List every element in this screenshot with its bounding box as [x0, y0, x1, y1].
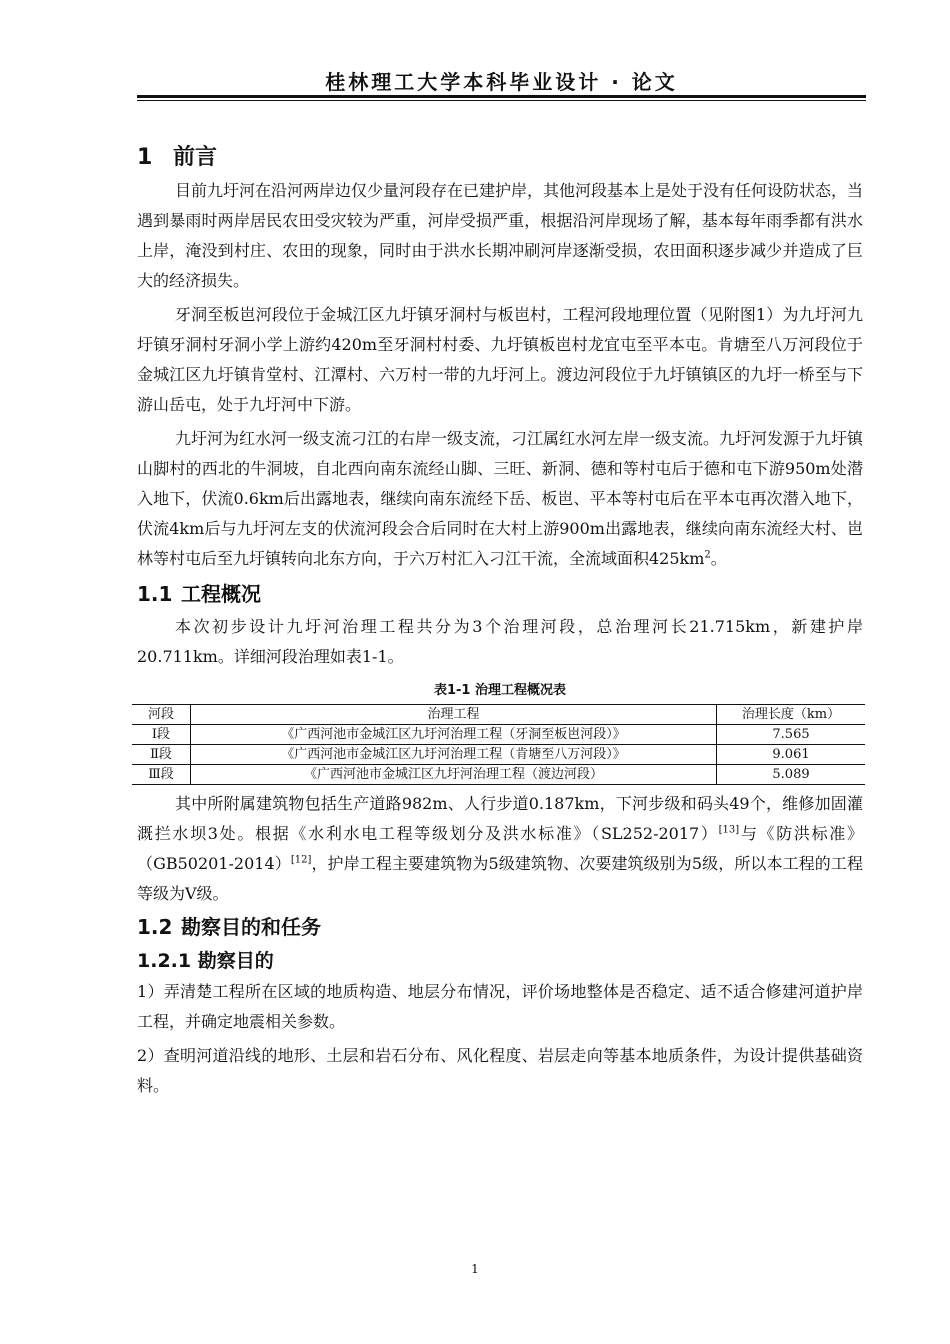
table-header-row: [132, 705, 865, 725]
citation-ref-12: [12]: [290, 854, 312, 866]
header-rule-thin: [137, 100, 866, 101]
section-heading-1-2-1: 1.2.1 勘察目的: [137, 950, 274, 972]
section-heading-1: [137, 140, 863, 176]
table-row: [132, 745, 865, 765]
paragraph-intro-3: [137, 424, 863, 574]
document-body: [137, 140, 863, 1101]
paragraph-after-table: [137, 789, 863, 909]
table-row: [132, 765, 865, 785]
table-cell: Ⅲ段: [132, 765, 191, 785]
table-header-cell: 治理长度（km）: [717, 705, 866, 725]
table-row: [132, 725, 865, 745]
table-header-cell: 河段: [132, 705, 191, 725]
section-number: 1.2: [137, 915, 173, 939]
table-cell: 《广西河池市金城江区九圩河治理工程（肯塘至八万河段）》: [191, 745, 717, 765]
table-cell: Ⅱ段: [132, 745, 191, 765]
page-header: 桂林理工大学本科毕业设计 · 论文: [325, 70, 678, 94]
section-number: 1.1: [137, 582, 173, 606]
table-cell: 《广西河池市金城江区九圩河治理工程（牙洞至板岜河段）》: [191, 725, 717, 745]
paragraph-intro-3-text: 九圩河为红水河一级支流刁江的右岸一级支流，刁江属红水河左岸一级支流。九圩河发源于九圩镇山脚村的西北的牛洞坡，自北西向南东流经山脚、三旺、新洞、德和等村屯后于德和屯下游950m处潜入地下，伏流0.6km后出露地表，继续向南东流经下岳、板岜、平本等村屯后在平本屯再次潜入地下，伏流4km后与九圩河左支的伏流河段会合后同时在大村上游900m出露地表，继续向南东流经大村、岜林等村屯后至九圩镇转向北东方向，于六万村汇入刁江干流，全流域面积425km: [137, 429, 864, 568]
section-heading-1-1: [137, 576, 863, 612]
paragraph-intro-1: 目前九圩河在沿河两岸边仅少量河段存在已建护岸，其他河段基本上是处于没有任何设防状态，当遇到暴雨时两岸居民农田受灾较为严重，河岸受损严重，根据沿河岸现场了解，基本每年雨季都有洪水上岸，淹没到村庄、农田的现象，同时由于洪水长期冲刷河岸逐渐受损，农田面积逐步减少并造成了巨大的经济损失。: [137, 181, 864, 290]
table-cell: Ⅰ段: [132, 725, 191, 745]
citation-ref-13: [13]: [718, 824, 740, 836]
paragraph-overview: 本次初步设计九圩河治理工程共分为3个治理河段，总治理河长21.715km，新建护岸20.711km。详细河段治理如表1-1。: [137, 617, 863, 666]
table-header-cell: 治理工程: [191, 705, 717, 725]
paragraph-intro-2: 牙洞至板岜河段位于金城江区九圩镇牙洞村与板岜村，工程河段地理位置（见附图1）为九圩河九圩镇牙洞村牙洞小学上游约420m至牙洞村村委、九圩镇板岜村龙宜屯至平本屯。肯塘至八万河段位于金城江区九圩镇肯堂村、江潭村、六万村一带的九圩河上。渡边河段位于九圩镇镇区的九圩一桥至与下游山岳屯，处于九圩河中下游。: [137, 305, 863, 414]
purpose-item-2: 2）查明河道沿线的地形、土层和岩石分布、风化程度、岩层走向等基本地质条件，为设计提供基础资料。: [137, 1046, 863, 1095]
section-title: 工程概况: [181, 582, 261, 606]
table-cell: 7.565: [717, 725, 866, 745]
overview-table: [132, 704, 865, 785]
paragraph-intro-3-end: 。: [710, 549, 727, 568]
after-table-text-2: 与《防洪标准》（GB50201-2014）: [137, 824, 863, 873]
section-title: 勘察目的和任务: [181, 915, 321, 939]
after-table-text-3: ，护岸工程主要建筑物为5级建筑物、次要建筑级别为5级，所以本工程的工程等级为Ⅴ级。: [137, 854, 863, 903]
purpose-item-1: 1）弄清楚工程所在区域的地质构造、地层分布情况，评价场地整体是否稳定、适不适合修建河道护岸工程，并确定地震相关参数。: [137, 982, 863, 1031]
table-cell: 5.089: [717, 765, 866, 785]
section-heading-1-2: [137, 909, 863, 945]
section-title: 前言: [173, 145, 218, 170]
table-cell: 9.061: [717, 745, 866, 765]
table-cell: 《广西河池市金城江区九圩河治理工程（渡边河段）: [191, 765, 717, 785]
page-number: 1: [471, 1262, 479, 1276]
table-caption: 表1-1 治理工程概况表: [433, 683, 566, 698]
after-table-text-1: 其中所附属建筑物包括生产道路982m、人行步道0.187km，下河步级和码头49个，维修加固灌溉拦水坝3处。根据《水利水电工程等级划分及洪水标准》（SL252-2017）: [137, 794, 863, 843]
header-rule-thick: [137, 95, 866, 98]
section-number: 1: [137, 145, 153, 170]
superscript-area-unit: 2: [704, 549, 711, 561]
